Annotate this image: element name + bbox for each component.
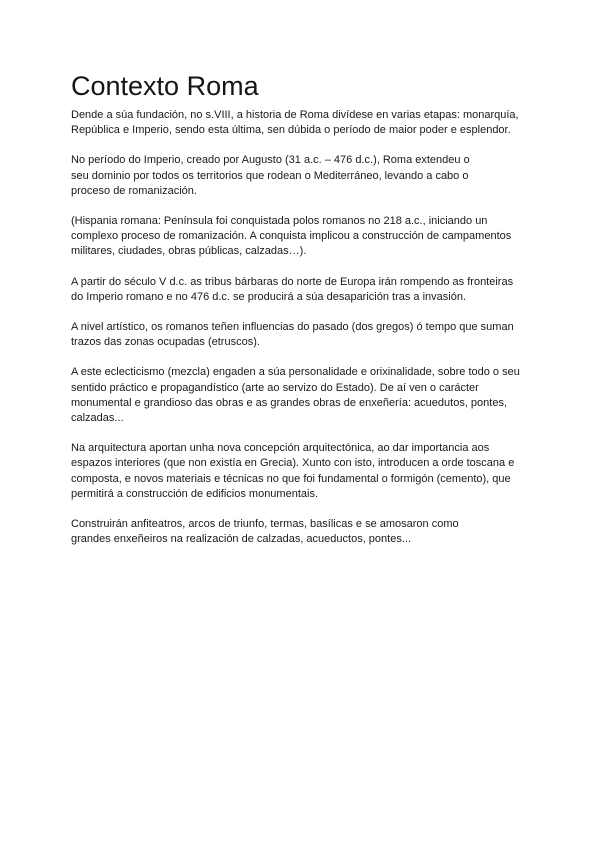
paragraph-line: sentido práctico e propagandístico (arte ao servizo do Estado). De aí ven o carácter: [71, 381, 479, 394]
paragraph: [71, 214, 541, 260]
paragraph: [71, 320, 541, 350]
paragraph-line: República e Imperio, sendo esta última, sen dúbida o período de maior poder e esplendor.: [71, 124, 511, 137]
paragraph-line: proceso de romanización.: [71, 184, 197, 197]
paragraph-line: A partir do século V d.c. as tribus bárbaras do norte de Europa irán rompendo as fronteiras: [71, 275, 514, 288]
paragraph-line: grandes enxeñeiros na realización de calzadas, acueductos, pontes...: [71, 533, 411, 546]
paragraph: [71, 108, 541, 138]
paragraph-line: A nivel artístico, os romanos teñen influencias do pasado (dos gregos) ó tempo que suman: [71, 321, 514, 334]
paragraph: [71, 365, 541, 426]
paragraph-line: militares, ciudades, obras públicas, calzadas…).: [71, 245, 307, 258]
paragraph-line: A este eclecticismo (mezcla) engaden a súa personalidade e orixinalidade, sobre todo o seu: [71, 366, 520, 379]
paragraph-line: Dende a súa fundación, no s.VIII, a historia de Roma divídese en varias etapas: monarquía,: [71, 109, 519, 121]
paragraph-line: Construirán anfiteatros, arcos de triunfo, termas, basílicas e se amosaron como: [71, 518, 459, 531]
paragraph-line: monumental e grandioso das obras e as grandes obras de enxeñería: acuedutos, pontes,: [71, 396, 508, 409]
paragraph-line: do Imperio romano e no 476 d.c. se producirá a súa desaparición tras a invasión.: [71, 290, 467, 303]
paragraph-line: complexo proceso de romanización. A conquista implicou a construcción de campamentos: [71, 230, 512, 243]
paragraph-line: No período do Imperio, creado por Augusto (31 a.c. – 476 d.c.), Roma extendeu o: [71, 154, 470, 167]
paragraph: [71, 275, 541, 305]
document-body: [71, 108, 541, 562]
paragraph-line: Na arquitectura aportan unha nova concepción arquitectónica, ao dar importancia aos: [71, 442, 490, 455]
paragraph: [71, 153, 541, 199]
paragraph-line: permitirá a construcción de edificios monumentais.: [71, 487, 319, 500]
paragraph-line: (Hispania romana: Península foi conquistada polos romanos no 218 a.c., iniciando un: [71, 215, 488, 228]
paragraph: [71, 517, 541, 547]
paragraph-line: calzadas...: [71, 412, 124, 425]
paragraph: [71, 441, 541, 502]
paragraph-line: espazos interiores (que non existía en Grecia). Xunto con isto, introducen a orde toscana e: [71, 457, 515, 470]
page-title: Contexto Roma: [71, 71, 259, 101]
paragraph-line: composta, e novos materiais e técnicas no que foi fundamental o formigón (cemento), que: [71, 472, 511, 485]
paragraph-line: seu dominio por todos os territorios que rodean o Mediterráneo, levando a cabo o: [71, 169, 469, 182]
paragraph-line: trazos das zonas ocupadas (etruscos).: [71, 336, 260, 349]
